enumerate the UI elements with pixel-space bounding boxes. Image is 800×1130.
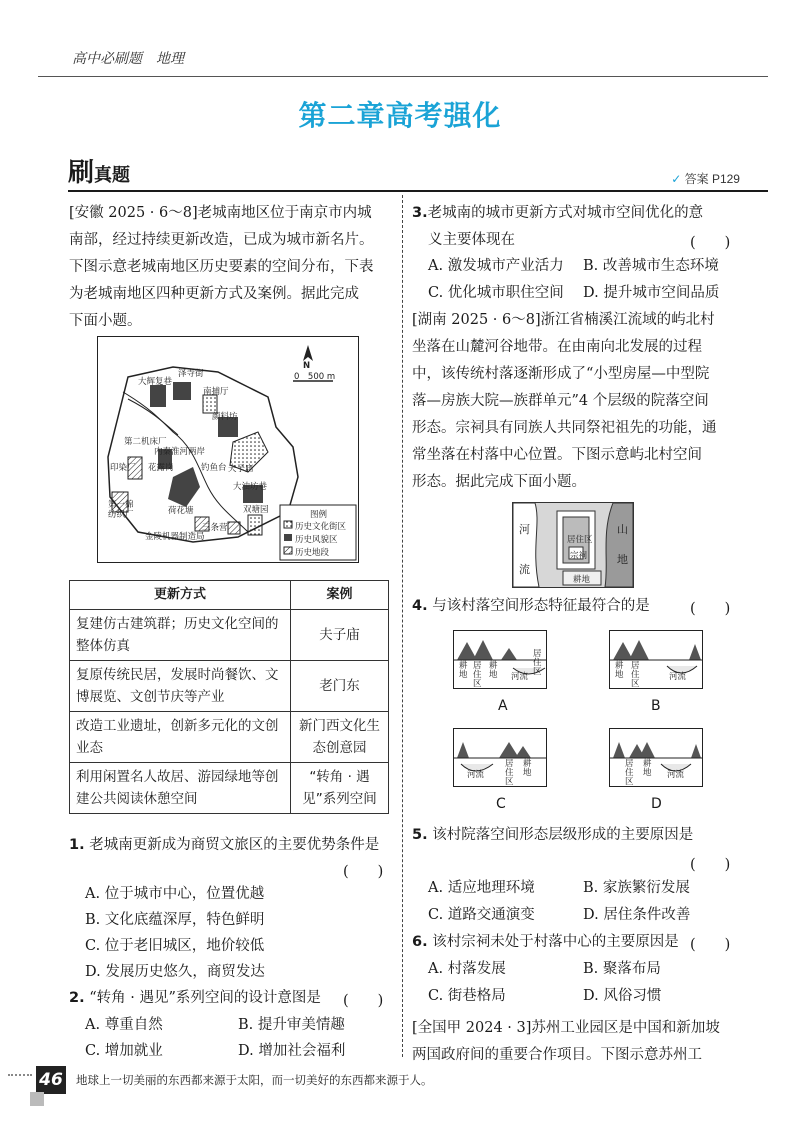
table-row [70,661,389,712]
legend-item: 历史风貌区 [295,535,338,545]
intro-line: 下面小题。 [69,313,142,329]
hist-area [173,382,191,400]
option-b: B. 提升审美情趣 [238,1017,345,1033]
map-place-label: 印染厂 [110,463,136,473]
hist-area [228,522,240,534]
diagram-label: 河流 [669,672,687,682]
question-stem: 该村院落空间形态层级形成的主要原因是 [432,827,694,843]
mountain-area [605,503,633,587]
question-2 [69,985,359,1012]
option-d: D. 提升城市空间品质 [583,285,720,301]
farmland-label: 耕地 [573,575,591,585]
map-place-label: 金陵机器制造局 [145,532,205,542]
diagram-label: 居住区 [505,759,514,787]
table-cell-method: 改造工业遗址，创新多元化的文创业态 [70,712,291,763]
answer-reference [671,170,740,187]
answer-paren: ( ) [690,857,731,873]
question-stem: “转角 · 遇见”系列空间的设计意图是 [89,990,321,1006]
intro-line: 常坐落在村落中心位置。下图示意屿北村空间 [412,447,702,463]
renewal-table [69,580,389,814]
option-a: A. 位于城市中心，位置优越 [85,886,265,902]
option-b: B. 家族繁衍发展 [583,880,690,896]
river-label: 流 [519,563,530,576]
question-4 [412,593,712,620]
map-place-label: 大辉复巷 [138,377,173,387]
running-head: 高中必刷题 地理 [72,51,184,67]
answer-ref-text: 答案 P129 [684,172,740,186]
intro-passage-3 [412,1015,757,1069]
map-place-label: 钓鱼台 [201,463,227,473]
option-a: A. 激发城市产业活力 [428,258,564,274]
answer-paren: ( ) [690,601,731,617]
footer-dots [8,1074,32,1077]
diagram-caption: D [651,796,662,812]
map-place-label: 双塘园 [243,505,269,515]
legend-item: 历史文化街区 [295,522,347,532]
diagram-a [453,630,578,690]
diagram-label: 耕地 [489,661,498,680]
page-number-accent [30,1092,44,1106]
legend-title: 图例 [310,510,328,520]
diagram-caption: B [651,698,661,714]
table-cell-method: 利用闲置名人故居、游园绿地等创建公共阅读休憩空间 [70,763,291,814]
legend-swatch-dots [284,521,292,528]
option-b: B. 文化底蕴深厚，特色鲜明 [85,912,265,928]
table-cell-case: 老门东 [291,661,389,712]
question-number: 2. [69,990,85,1006]
intro-passage-1 [69,200,399,335]
diagram-label: 耕地 [459,661,468,680]
diagram-label: 居住区 [533,649,542,677]
map-place-label: 大油坊巷 [233,482,268,492]
question-number: 4. [412,598,428,614]
diagram-label: 耕地 [523,759,532,778]
diagram-caption: A [498,698,508,714]
diagram-caption: C [496,796,506,812]
north-label: N [303,361,311,371]
option-c: C. 增加就业 [85,1043,163,1059]
table-header: 案例 [291,581,389,610]
question-stem: 义主要体现在 [428,232,515,248]
option-b: B. 改善城市生态环境 [583,258,719,274]
intro-line: 落—房族大院—族群单元”4 个层级的院落空间 [412,393,709,409]
table-header-row [70,581,389,610]
answer-paren: ( ) [690,235,731,251]
map-place-label: 夫子庙 [228,464,254,474]
diagram-label: 河流 [511,672,529,682]
option-b: B. 聚落布局 [583,961,661,977]
ancestral-label: 宗祠 [570,551,588,561]
river-label: 河 [519,523,530,536]
diagram-label: 耕地 [643,759,652,778]
diagram-label: 河流 [667,770,685,780]
diagram-label: 河流 [467,770,485,780]
intro-line: 形态。宗祠具有同族人共同祭祀祖先的功能，通 [412,420,717,436]
option-a: A. 适应地理环境 [428,880,535,896]
intro-line: 为老城南地区四种更新方式及案例。据此完成 [69,286,359,302]
option-a: A. 尊重自然 [85,1017,163,1033]
map-place-label: 花露岗 [148,463,174,473]
option-d: D. 发展历史悠久，商贸发达 [85,964,265,980]
legend-swatch-hatch [284,547,292,554]
option-d: D. 增加社会福利 [238,1043,346,1059]
section-tag-small: 真题 [94,165,131,186]
diagram-label: 居住区 [625,759,634,787]
table-cell-case: “转角 · 遇见”系列空间 [291,763,389,814]
diagram-label: 居住区 [631,661,640,689]
yubei-village-map [512,502,634,588]
map-place-label: 南捕厅 [203,387,229,397]
map-place-label: 颜料坊 [212,412,238,422]
question-stem: 老城南的城市更新方式对城市空间优化的意 [427,205,704,221]
option-c: C. 优化城市职住空间 [428,285,564,301]
question-stem: 老城南更新成为商贸文旅区的主要优势条件是 [89,837,380,853]
hist-area [150,385,166,407]
question-6 [412,929,702,956]
header-rule [38,76,768,77]
option-a: A. 村落发展 [428,961,506,977]
table-row [70,763,389,814]
question-number: 3. [412,205,428,221]
legend-swatch-dark [284,534,292,541]
map-place-label: 荷花塘 [168,506,194,516]
mountain-label: 山 [617,523,628,536]
option-d: D. 风俗习惯 [583,988,662,1004]
residential-label: 居住区 [567,535,593,545]
intro-line: 中，该传统村落逐渐形成了“小型房屋—中型院 [412,366,710,382]
intro-line: [全国甲 2024 · 3]苏州工业园区是中国和新加坡 [412,1020,720,1036]
section-rule [68,190,768,192]
table-cell-case: 新门西文化生态创意园 [291,712,389,763]
question-number: 5. [412,827,428,843]
question-stem: 该村宗祠未处于村落中心的主要原因是 [432,934,679,950]
answer-paren: ( ) [690,937,731,953]
option-c: C. 街巷格局 [428,988,506,1004]
map-place-label: 内秦淮河两岸 [154,447,206,457]
intro-line: 南部，经过持续更新改造，已成为城市新名片。 [69,232,374,248]
scale-label: 0 500 m [294,372,336,382]
chapter-title: 第二章高考强化 [298,99,502,132]
map-place-label: 三条营 [202,523,228,533]
diagram-c [453,728,578,788]
diagram-label: 居住区 [473,661,482,689]
laochengnan-map [97,336,359,563]
map-place-label: 第一棉纺织厂 [108,500,134,520]
section-tag-big: 刷 [68,158,95,188]
column-divider [402,195,403,1057]
answer-paren: ( ) [343,993,384,1009]
diagram-label: 耕地 [615,661,624,680]
check-icon: ✓ [671,172,682,186]
question-number: 6. [412,934,428,950]
table-header: 更新方式 [70,581,291,610]
section-tag [68,152,130,189]
table-cell-case: 夫子庙 [291,610,389,661]
mountain-label: 地 [617,553,628,566]
question-1 [69,832,399,859]
intro-line: [湖南 2025 · 6～8]浙江省楠溪江流域的屿北村 [412,312,715,328]
legend-item: 历史地段 [295,548,330,558]
question-stem: 与该村落空间形态特征最符合的是 [432,598,650,614]
intro-passage-2 [412,307,757,496]
intro-line: 坐落在山麓河谷地带。在由南向北发展的过程 [412,339,702,355]
north-arrow-icon [303,345,313,361]
intro-line: 形态。据此完成下面小题。 [412,474,586,490]
question-number: 1. [69,837,85,853]
diagram-d [609,728,734,788]
table-cell-method: 复原传统民居，发展时尚餐饮、文博展览、文创节庆等产业 [70,661,291,712]
intro-line: [安徽 2025 · 6～8]老城南地区位于南京市内城 [69,205,372,221]
footer-quote: 地球上一切美丽的东西都来源于太阳，而一切美好的东西都来源于人。 [76,1073,433,1087]
intro-line: 下图示意老城南地区历史要素的空间分布，下表 [69,259,374,275]
option-c: C. 道路交通演变 [428,907,535,923]
option-d: D. 居住条件改善 [583,907,691,923]
table-row [70,712,389,763]
hist-area [248,515,262,535]
map-place-label: 泽寺街 [178,369,204,379]
diagram-b [609,630,734,690]
table-cell-method: 复建仿古建筑群；历史文化空间的整体仿真 [70,610,291,661]
option-c: C. 位于老旧城区，地价较低 [85,938,265,954]
map-place-label: 第二机床厂 [124,437,167,447]
page-number: 46 [36,1066,66,1094]
answer-paren: ( ) [343,864,384,880]
question-5 [412,822,752,849]
table-row [70,610,389,661]
intro-line: 两国政府间的重要合作项目。下图示意苏州工 [412,1047,702,1063]
